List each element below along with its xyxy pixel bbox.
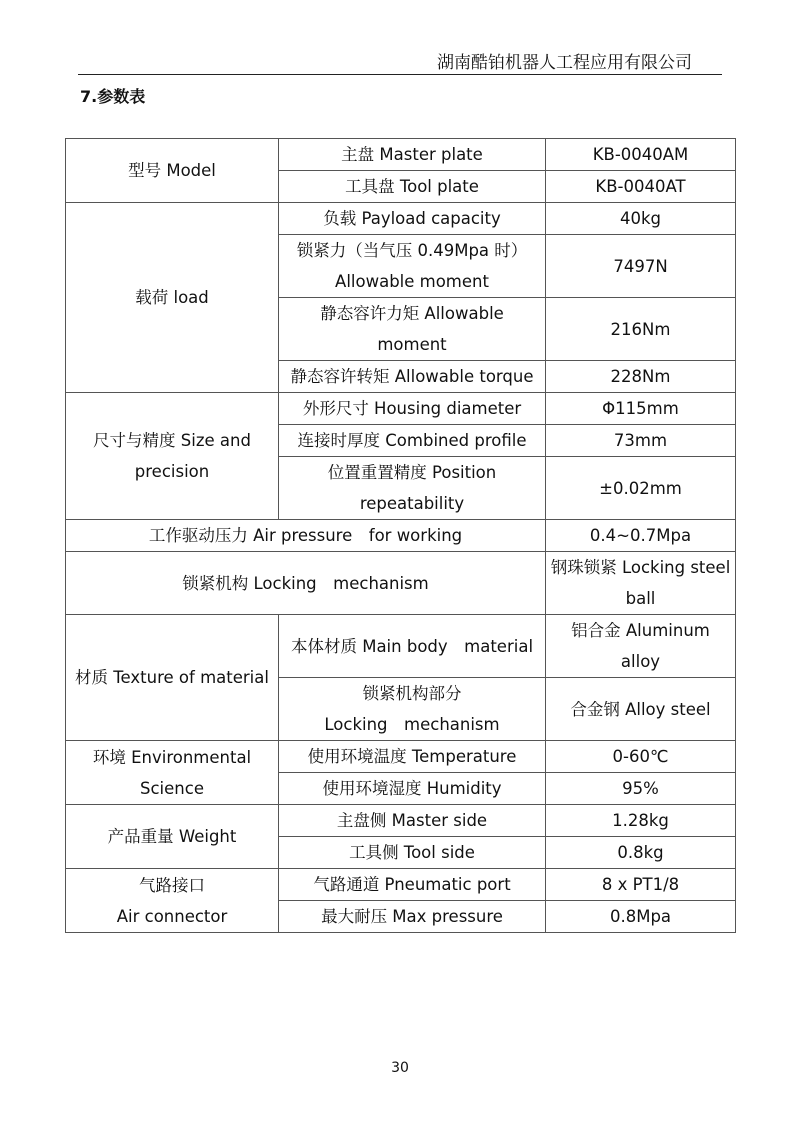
spec-table (65, 138, 736, 933)
payload-label: 负载 Payload capacity (279, 203, 546, 235)
table-row (66, 203, 736, 235)
size-precision-label-line2: precision (134, 462, 210, 481)
environment-label (66, 741, 279, 805)
repeatability-label (279, 457, 546, 520)
master-plate-value: KB-0040AM (546, 139, 736, 171)
pneumatic-port-value: 8 x PT1/8 (546, 869, 736, 901)
repeatability-label-line1: 位置重置精度 Position (327, 463, 497, 482)
air-connector-label-line1: 气路接口 (139, 875, 205, 895)
company-name: 湖南酷铂机器人工程应用有限公司 (437, 53, 692, 73)
repeatability-value: ±0.02mm (546, 457, 736, 520)
air-pressure-value: 0.4~0.7Mpa (546, 520, 736, 552)
repeatability-label-line2: repeatability (359, 494, 465, 513)
locking-part-label-line1: 锁紧机构部分 (362, 684, 462, 703)
master-side-label: 主盘侧 Master side (279, 805, 546, 837)
section-title: 7.参数表 (80, 87, 146, 106)
tool-plate-value: KB-0040AT (546, 171, 736, 203)
tool-plate-label: 工具盘 Tool plate (279, 171, 546, 203)
main-body-value-line1: 铝合金 Aluminum (571, 621, 710, 640)
table-row (66, 615, 736, 678)
locking-mechanism-value-line2: ball (625, 589, 656, 608)
master-plate-label: 主盘 Master plate (279, 139, 546, 171)
locking-force-label-line2: Allowable moment (335, 272, 489, 291)
static-torque-label: 静态容许转矩 Allowable torque (279, 361, 546, 393)
temperature-value: 0-60℃ (546, 741, 736, 773)
static-torque-value: 228Nm (546, 361, 736, 393)
locking-mechanism-label: 锁紧机构 Locking mechanism (66, 552, 546, 615)
max-pressure-label: 最大耐压 Max pressure (279, 901, 546, 933)
table-row (66, 741, 736, 773)
static-moment-value: 216Nm (546, 298, 736, 361)
air-connector-label-line2: Air connector (116, 906, 228, 926)
combined-profile-value: 73mm (546, 425, 736, 457)
header-divider (78, 74, 722, 75)
housing-diameter-label: 外形尺寸 Housing diameter (279, 393, 546, 425)
static-moment-label-line2: moment (377, 335, 447, 354)
table-row (66, 552, 736, 615)
load-label: 载荷 load (66, 203, 279, 393)
table-row (66, 805, 736, 837)
tool-side-value: 0.8kg (546, 837, 736, 869)
locking-part-value: 合金钢 Alloy steel (546, 678, 736, 741)
locking-mechanism-value (546, 552, 736, 615)
table-row (66, 139, 736, 171)
humidity-value: 95% (546, 773, 736, 805)
static-moment-label (279, 298, 546, 361)
environment-label-line1: 环境 Environmental (92, 747, 252, 767)
locking-force-label (279, 235, 546, 298)
payload-value: 40kg (546, 203, 736, 235)
combined-profile-label: 连接时厚度 Combined profile (279, 425, 546, 457)
air-connector-label (66, 869, 279, 933)
temperature-label: 使用环境温度 Temperature (279, 741, 546, 773)
table-row (66, 869, 736, 901)
pneumatic-port-label: 气路通道 Pneumatic port (279, 869, 546, 901)
main-body-label: 本体材质 Main body material (279, 615, 546, 678)
humidity-label: 使用环境湿度 Humidity (279, 773, 546, 805)
page-number: 30 (391, 1060, 409, 1076)
size-precision-label (66, 393, 279, 520)
locking-part-label-line2: Locking mechanism (324, 715, 500, 734)
model-label: 型号 Model (66, 139, 279, 203)
environment-label-line2: Science (140, 778, 204, 798)
locking-force-value: 7497N (546, 235, 736, 298)
locking-mechanism-value-line1: 钢珠锁紧 Locking steel (550, 558, 731, 577)
table-row (66, 520, 736, 552)
tool-side-label: 工具侧 Tool side (279, 837, 546, 869)
main-body-value-line2: alloy (620, 652, 661, 671)
housing-diameter-value: Φ115mm (546, 393, 736, 425)
main-body-value (546, 615, 736, 678)
locking-force-label-line1: 锁紧力（当气压 0.49Mpa 时） (296, 241, 528, 260)
locking-part-label (279, 678, 546, 741)
weight-label: 产品重量 Weight (66, 805, 279, 869)
size-precision-label-line1: 尺寸与精度 Size and (93, 431, 251, 450)
master-side-value: 1.28kg (546, 805, 736, 837)
air-pressure-label: 工作驱动压力 Air pressure for working (66, 520, 546, 552)
max-pressure-value: 0.8Mpa (546, 901, 736, 933)
table-row (66, 393, 736, 425)
static-moment-label-line1: 静态容许力矩 Allowable (320, 304, 504, 323)
material-label: 材质 Texture of material (66, 615, 279, 741)
